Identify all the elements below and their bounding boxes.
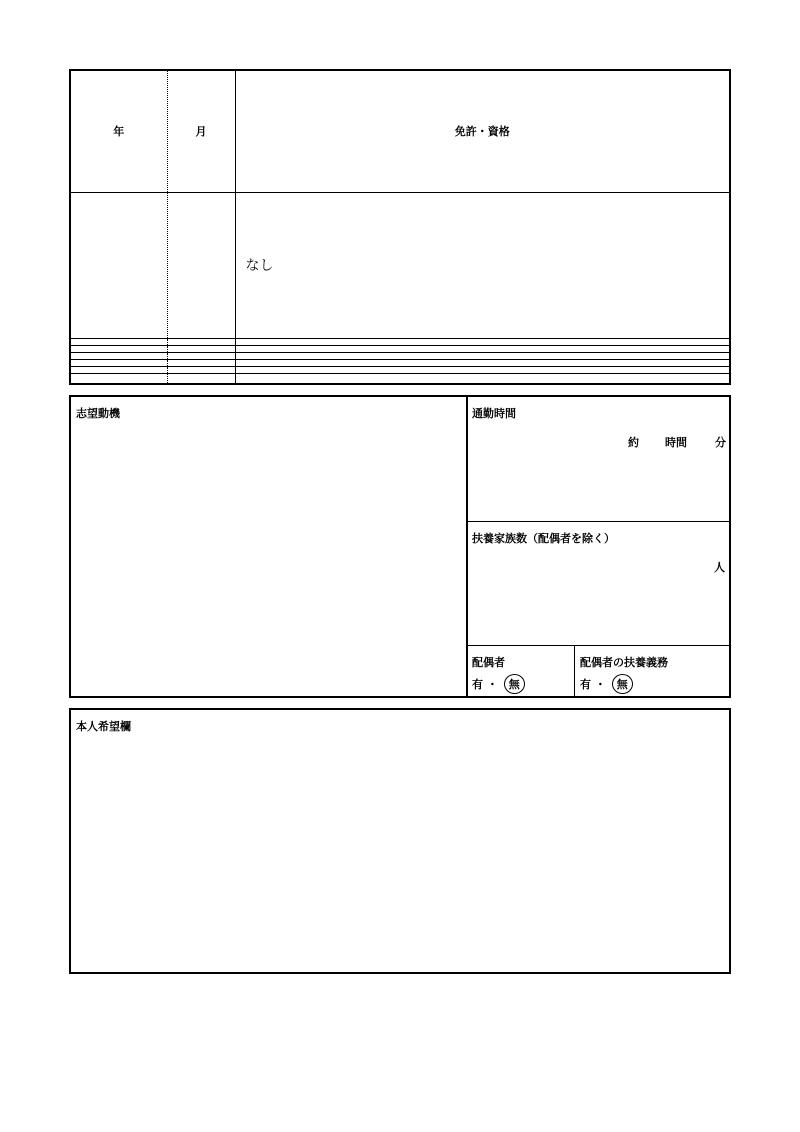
- commute-approx: 約: [628, 436, 639, 449]
- cell-item[interactable]: [235, 339, 730, 346]
- commute-label: 通勤時間: [472, 407, 516, 420]
- commute-hours: 時間: [665, 436, 687, 449]
- dependents-section: [467, 522, 729, 646]
- spouse-support-label: 配偶者の扶養義務: [580, 656, 668, 669]
- spouse-no-selected[interactable]: 無: [504, 674, 525, 694]
- spouse-label: 配偶者: [472, 656, 505, 669]
- cell-year[interactable]: [70, 353, 167, 360]
- cell-month[interactable]: [167, 346, 235, 353]
- license-table: [69, 69, 731, 385]
- table-row: [70, 339, 730, 346]
- table-row: [70, 346, 730, 353]
- table-header-row: [70, 70, 730, 192]
- cell-month[interactable]: [167, 353, 235, 360]
- cell-month[interactable]: [167, 367, 235, 374]
- cell-item[interactable]: [235, 367, 730, 374]
- table-row: [70, 360, 730, 367]
- cell-year[interactable]: [70, 360, 167, 367]
- cell-month[interactable]: [167, 360, 235, 367]
- spouse-choice[interactable]: [472, 674, 525, 694]
- cell-year[interactable]: [70, 192, 167, 339]
- motivation-section: [69, 395, 731, 698]
- spouse-support-section: [576, 646, 729, 696]
- cell-item[interactable]: [235, 353, 730, 360]
- cell-year[interactable]: [70, 339, 167, 346]
- sep: ・: [486, 678, 498, 691]
- cell-year[interactable]: [70, 373, 167, 384]
- spouse-yes[interactable]: 有: [472, 678, 483, 691]
- table-row: [70, 373, 730, 384]
- dependents-unit: 人: [714, 561, 725, 574]
- cell-month[interactable]: [167, 192, 235, 339]
- cell-year[interactable]: [70, 367, 167, 374]
- commute-section: [467, 397, 729, 522]
- cell-month[interactable]: [167, 373, 235, 384]
- wishes-section: [69, 708, 731, 974]
- spouse-section: [467, 646, 575, 696]
- header-month: 月: [167, 70, 235, 192]
- header-license: 免許・資格: [235, 70, 730, 192]
- table-row: [70, 367, 730, 374]
- spouse-support-choice[interactable]: [580, 674, 633, 694]
- table-row: [70, 192, 730, 339]
- table-row: [70, 353, 730, 360]
- cell-item[interactable]: なし: [235, 192, 730, 339]
- support-no-selected[interactable]: 無: [612, 674, 633, 694]
- cell-item[interactable]: [235, 346, 730, 353]
- support-yes[interactable]: 有: [580, 678, 591, 691]
- cell-item[interactable]: [235, 373, 730, 384]
- motivation-label: 志望動機: [76, 407, 120, 420]
- cell-month[interactable]: [167, 339, 235, 346]
- cell-item[interactable]: [235, 360, 730, 367]
- commute-minutes: 分: [715, 436, 726, 449]
- wishes-label: 本人希望欄: [76, 720, 131, 733]
- sep: ・: [594, 678, 606, 691]
- cell-year[interactable]: [70, 346, 167, 353]
- dependents-label: 扶養家族数（配偶者を除く）: [472, 532, 615, 545]
- header-year: 年: [70, 70, 167, 192]
